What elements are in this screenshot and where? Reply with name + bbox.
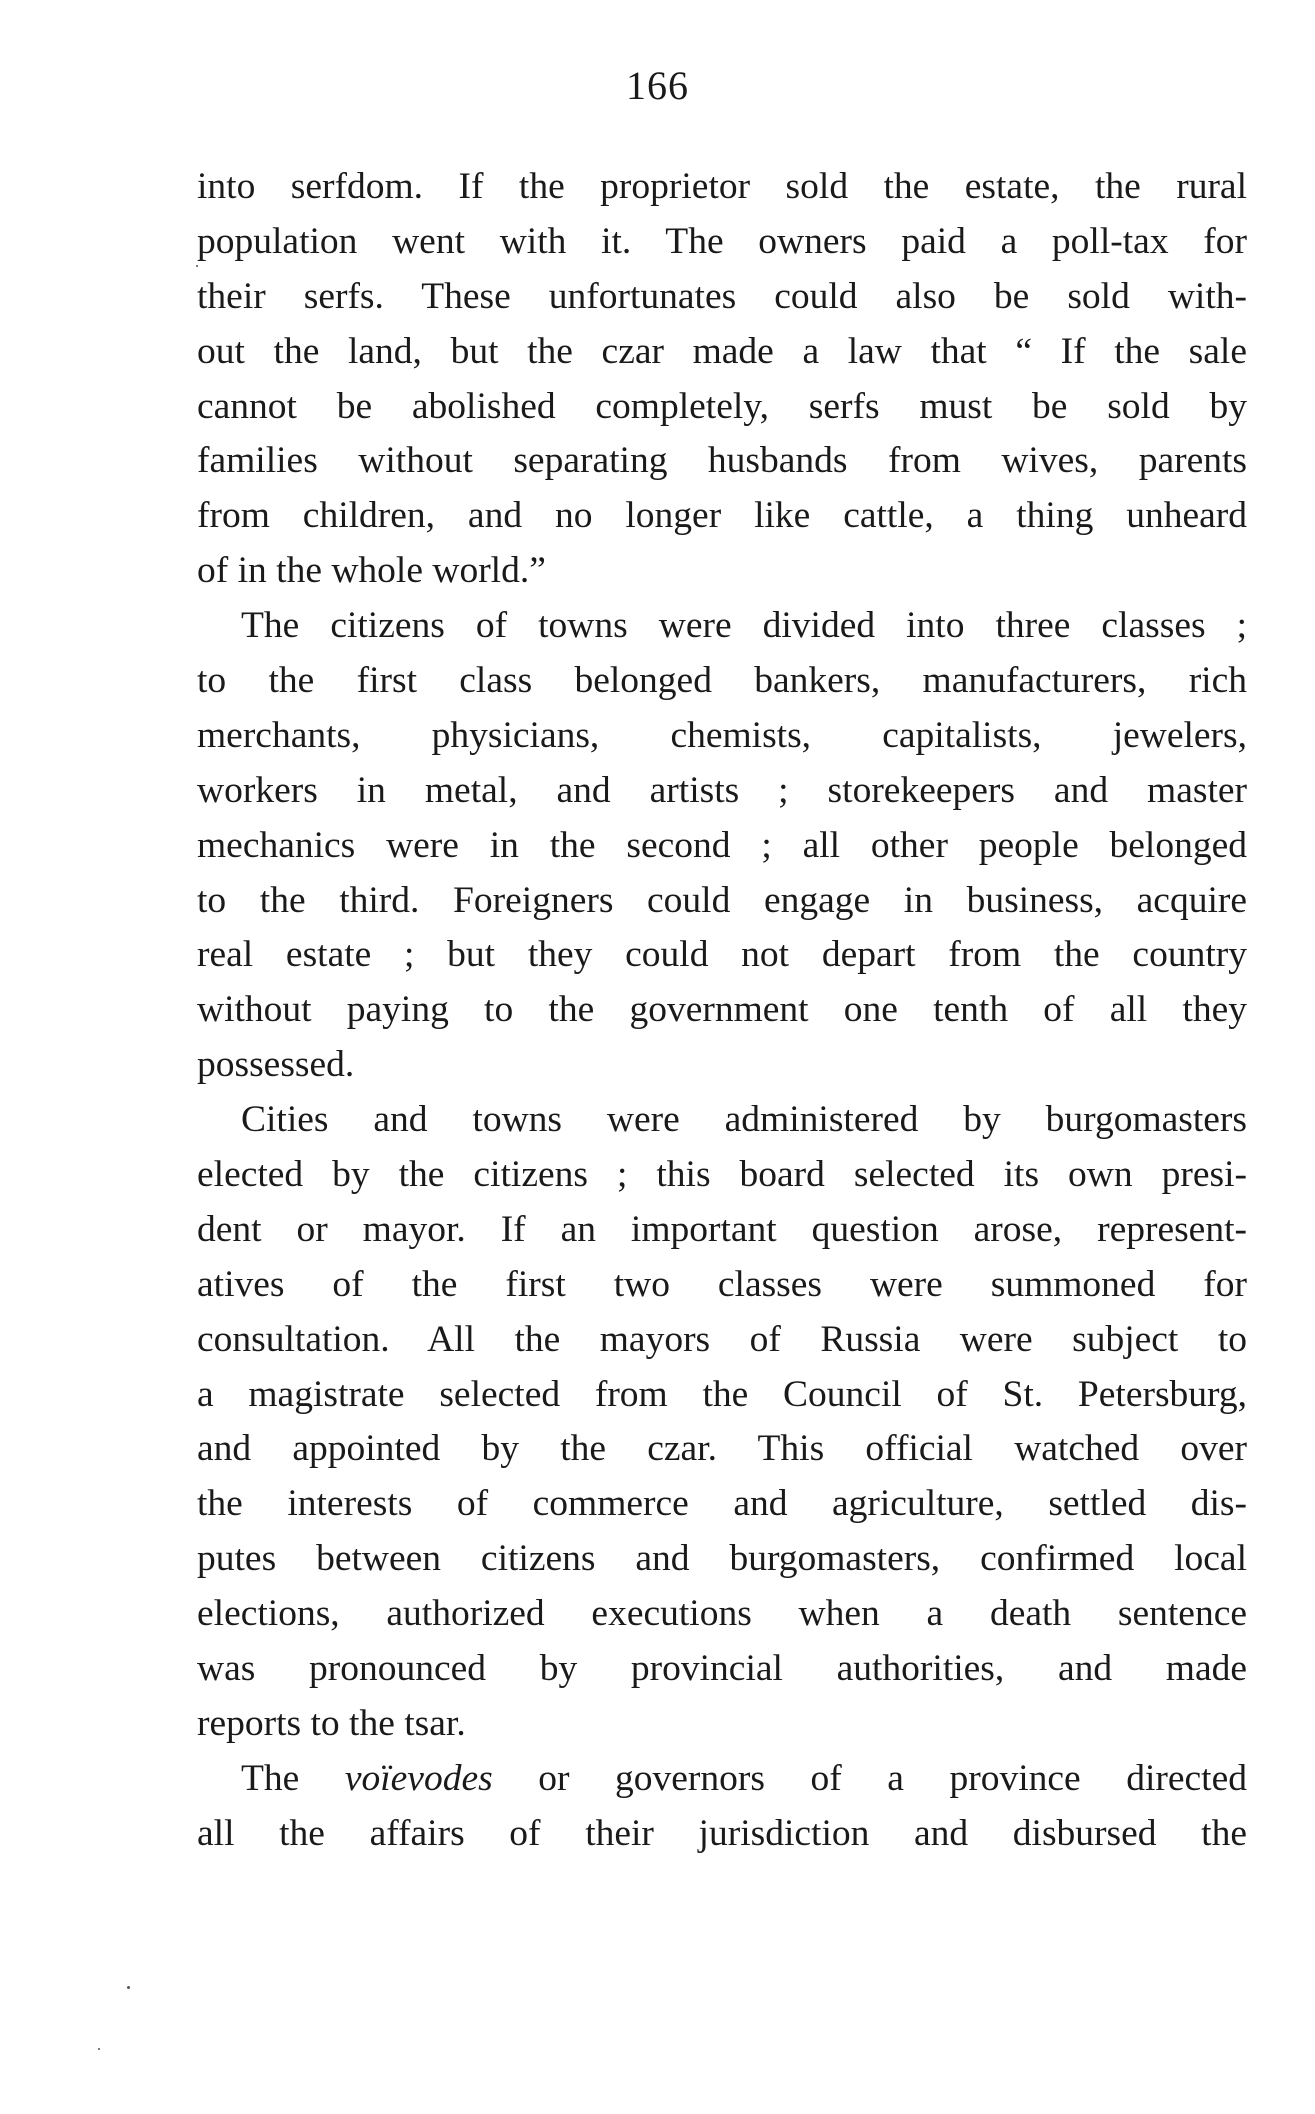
text-line: without paying to the government one tenth of all they	[197, 989, 1247, 1031]
text-line: all the affairs of their jurisdiction and disbursed the	[197, 1812, 1247, 1854]
text-line: from children, and no longer like cattle, a thing unheard	[197, 495, 1247, 537]
italic-term: voïevodes	[344, 1757, 493, 1799]
text-line: to the first class belonged bankers, manufacturers, rich	[197, 660, 1247, 702]
text-fragment: or governors of a province directed	[492, 1757, 1247, 1799]
paragraph	[197, 1093, 1247, 1752]
text-line: of in the whole world.”	[197, 550, 546, 592]
text-line: possessed.	[197, 1044, 355, 1086]
text-line: to the third. Foreigners could engage in business, acquire	[197, 879, 1247, 921]
text-line: merchants, physicians, chemists, capitalists, jewelers,	[197, 714, 1247, 756]
text-line: The citizens of towns were divided into three classes ;	[241, 605, 1247, 647]
text-line: population went with it. The owners paid a poll-tax for	[197, 220, 1247, 262]
text-line: and appointed by the czar. This official watched over	[197, 1428, 1247, 1470]
text-line: workers in metal, and artists ; storekeepers and master	[197, 769, 1247, 811]
text-line: a magistrate selected from the Council of St. Petersburg,	[197, 1373, 1247, 1415]
text-line: was pronounced by provincial authorities, and made	[197, 1648, 1247, 1690]
text-line: cannot be abolished completely, serfs must be sold by	[197, 385, 1247, 427]
body-text	[197, 160, 1247, 1862]
text-line: into serfdom. If the proprietor sold the estate, the rural	[197, 166, 1247, 207]
text-line: real estate ; but they could not depart from the country	[197, 934, 1247, 976]
text-line: Cities and towns were administered by burgomasters	[241, 1099, 1247, 1141]
text-line: mechanics were in the second ; all other people belonged	[197, 824, 1247, 866]
text-line: reports to the tsar.	[197, 1702, 466, 1744]
text-line: families without separating husbands from wives, parents	[197, 440, 1247, 482]
scan-speck	[127, 1986, 130, 1989]
text-line	[197, 1752, 1247, 1807]
text-line: elections, authorized executions when a death sentence	[197, 1593, 1247, 1635]
text-line: elected by the citizens ; this board selected its own presi-	[197, 1154, 1247, 1196]
text-fragment: The	[241, 1757, 345, 1799]
page-number: 166	[626, 63, 689, 108]
text-line: out the land, but the czar made a law that “ If the sale	[197, 330, 1247, 372]
scan-speck	[98, 2048, 100, 2050]
text-line: consultation. All the mayors of Russia were subject to	[197, 1318, 1247, 1360]
text-line: their serfs. These unfortunates could also be sold with-	[197, 275, 1247, 317]
paragraph	[197, 1752, 1247, 1862]
paragraph	[197, 160, 1247, 599]
text-line: the interests of commerce and agriculture, settled dis-	[197, 1483, 1247, 1525]
text-line: dent or mayor. If an important question arose, represent-	[197, 1208, 1247, 1250]
paragraph	[197, 599, 1247, 1093]
text-line: putes between citizens and burgomasters, confirmed local	[197, 1538, 1247, 1580]
scan-speck	[196, 265, 198, 267]
text-line: atives of the first two classes were summoned for	[197, 1263, 1247, 1305]
